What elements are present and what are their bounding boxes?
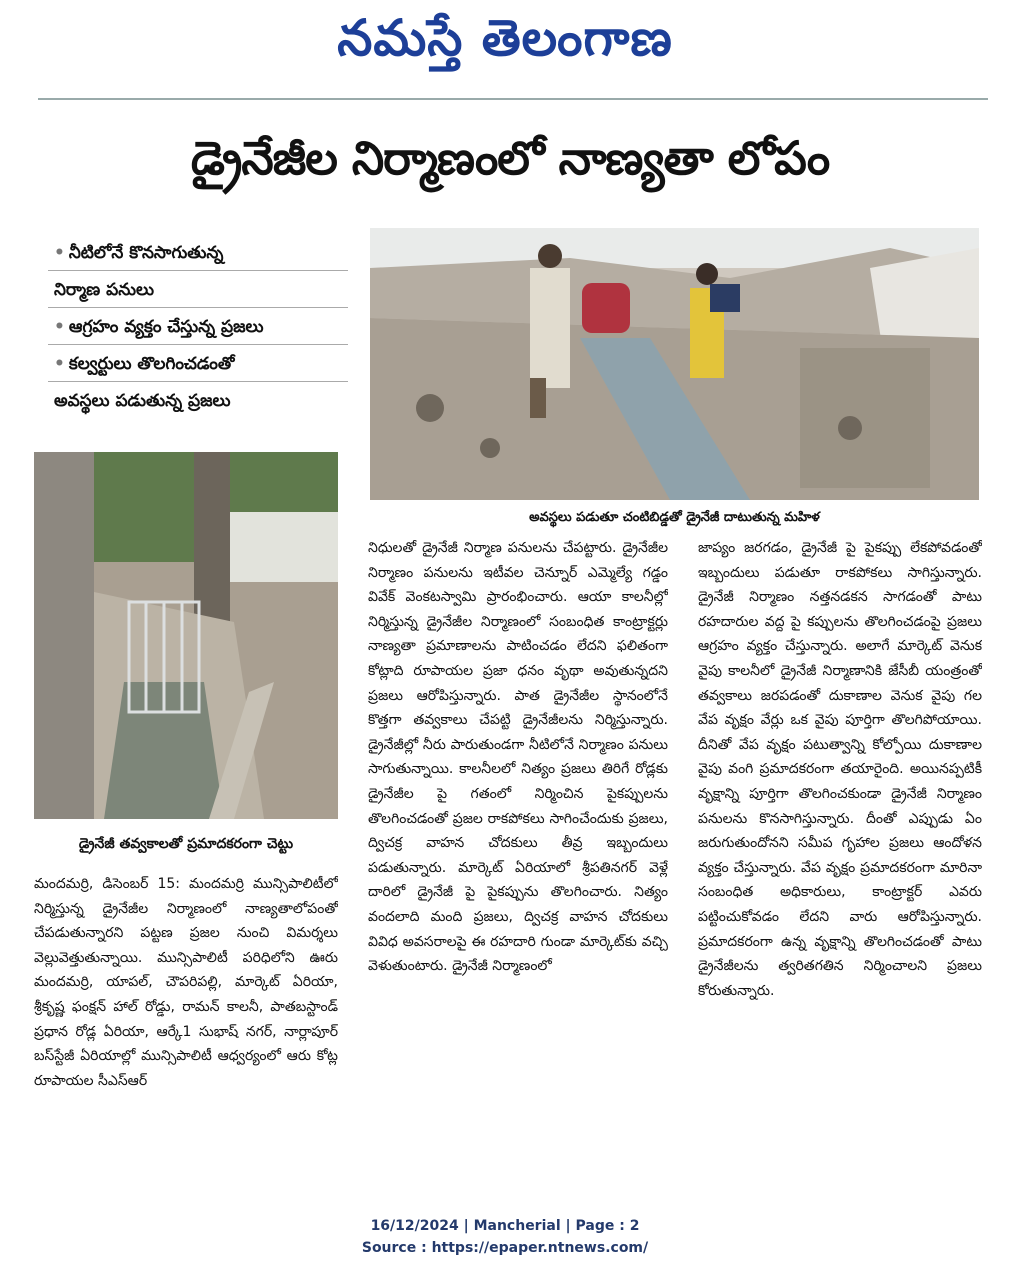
side-photo <box>34 452 338 819</box>
highlight-item <box>48 349 348 382</box>
highlight-text: నీటిలోనే కొనసాగుతున్న <box>68 243 224 263</box>
highlight-text: అవస్థలు పడుతున్న ప్రజలు <box>54 391 231 411</box>
headline: డ్రైనేజీల నిర్మాణంలో నాణ్యతా లోపం <box>190 131 830 185</box>
highlight-item <box>48 312 348 345</box>
article-column-1 <box>34 872 338 1174</box>
highlight-text: కల్వర్టులు తొలగించడంతో <box>68 354 235 374</box>
bullet-dot-icon: • <box>54 243 65 263</box>
article-column-2 <box>368 536 668 1176</box>
masthead-divider <box>38 98 988 100</box>
footer-source-line: Source : https://epaper.ntnews.com/ <box>361 1240 649 1256</box>
side-photo-caption: డ్రైనేజీ తవ్వకాలతో ప్రమాదకరంగా చెట్టు <box>78 836 294 852</box>
bullet-dot-icon: • <box>54 354 65 374</box>
footer-date-line: 16/12/2024 | Mancherial | Page : 2 <box>370 1218 640 1234</box>
highlights-box <box>48 238 348 422</box>
highlight-item <box>48 275 348 308</box>
article-paragraph: నిధులతో డ్రైనేజీ నిర్మాణ పనులను చేపట్టారు. డ్రైనేజీల నిర్మాణం పనులను ఇటీవల చెన్నూర్ ఎమ్మెల్యే గడ్డం వివేక్ వెంకటస్వామి ప్రారంభించారు. ఆయా కాలనీల్లో నిర్మిస్తున్న డ్రైనేజీల నిర్మాణంలో సంబంధిత కాంట్రాక్టర్లు నాణ్యతా ప్రమాణాలను పాటించడం లేదని ఫలితంగా కోట్లాది రూపాయల ప్రజా ధనం వృథా అవుతున్నదని ప్రజలు ఆరోపిస్తున్నారు. పాత డ్రైనేజీల స్థానంలోనే కొత్తగా తవ్వకాలు చేపట్టి డ్రైనేజీలను నిర్మిస్తున్నారు. డ్రైనేజీల్లో నీరు పారుతుండగా నీటిలోనే నిర్మాణం పనులు సాగుతున్నాయి. కాలనీలలో నిత్యం ప్రజలు తిరిగే రోడ్లకు డ్రైనేజీల పై గతంలో నిర్మించిన పైకప్పులను తొలగించడంతో ప్రజల రాకపోకలు సాగించేందుకు ప్రజలు, ద్విచక్ర వాహన చోదకులు తీవ్ర ఇబ్బందులు పడుతున్నారు. మార్కెట్ ఏరియాలో శ్రీపతినగర్ వెళ్లే దారిలో డ్రైనేజీ పై పైకప్పును తొలగించారు. నిత్యం వందలాది మంది ప్రజలు, ద్విచక్ర వాహన చోదకులు వివిధ అవసరాలపై ఈ రహదారి గుండా మార్కెట్‌కు వచ్చి వెళుతుంటారు. డ్రైనేజీ నిర్మాణంలో <box>368 540 668 975</box>
highlight-text: నిర్మాణ పనులు <box>54 280 154 300</box>
main-photo-caption: అవస్థలు పడుతూ చంటిబిడ్డతో డ్రైనేజీ దాటుతున్న మహిళ <box>529 510 820 525</box>
article-column-3 <box>698 536 982 1176</box>
masthead-logo: నమస్తే తెలంగాణ <box>337 8 673 67</box>
highlight-item <box>48 386 348 418</box>
bullet-dot-icon: • <box>54 317 65 337</box>
main-photo <box>370 228 979 500</box>
highlight-text: ఆగ్రహం వ్యక్తం చేస్తున్న ప్రజలు <box>68 317 264 337</box>
highlight-item <box>48 238 348 271</box>
article-paragraph: మందమర్రి, డిసెంబర్ 15: మందమర్రి మున్సిపాలిటీలో నిర్మిస్తున్న డ్రైనేజీల నిర్మాణంలో నాణ్యతాలోపంతో చేపడుతున్నారని పట్టణ ప్రజల నుంచి విమర్శలు వెల్లువెత్తుతున్నాయి. మున్సిపాలిటీ పరిధిలోని ఊరు మందమర్రి, యాపల్, చౌపరిపల్లి, మార్కెట్ ఏరియా, శ్రీకృష్ణ ఫంక్షన్ హాల్ రోడ్డు, రామన్ కాలనీ, పాతబస్టాండ్ ప్రధాన రోడ్ల ఏరియా, ఆర్కే1 సుభాష్ నగర్, నార్లాపూర్ బస్‌స్టేజీ ఏరియాల్లో మున్సిపాలిటీ ఆధ్వర్యంలో ఆరు కోట్ల రూపాయల సీఎస్‌ఆర్ <box>34 876 338 1089</box>
article-paragraph: జాప్యం జరగడం, డ్రైనేజీ పై పైకప్పు లేకపోవడంతో ఇబ్బందులు పడుతూ రాకపోకలు సాగిస్తున్నారు. డ్రైనేజీ నిర్మాణం నత్తనడకన సాగడంతో పాటు రహదారుల వద్ద పై కప్పులను తొలగించడంపై ప్రజలు ఆగ్రహం వ్యక్తం చేస్తున్నారు. అలాగే మార్కెట్ వెనుక వైపు కాలనీలో డ్రైనేజీ నిర్మాణానికి జేసీబీ యంత్రంతో తవ్వకాలు జరపడంతో దుకాణాల వెనుక వైపు గల వేప వృక్షం వేర్లు ఒక వైపు పూర్తిగా తొలగిపోయాయి. దీనితో వేప వృక్షం పటుత్వాన్ని కోల్పోయి దుకాణాల వైపు వంగి ప్రమాదకరంగా తయారైంది. అయినప్పటికీ వృక్షాన్ని పూర్తిగా తొలగించకుండా డ్రైనేజీ నిర్మాణం పనులను కొనసాగిస్తున్నారు. దీంతో ఎప్పుడు ఏం జరుగుతుందోనని సమీప గృహాల ప్రజలు ఆందోళన వ్యక్తం చేస్తున్నారు. వేప వృక్షం ప్రమాదకరంగా మారినా సంబంధిత అధికారులు, కాంట్రాక్టర్ ఎవరు పట్టించుకోవడం లేదని వారు ఆరోపిస్తున్నారు. ప్రమాదకరంగా ఉన్న వృక్షాన్ని తొలగించడంతో పాటు డ్రైనేజీలను త్వరితగతిన నిర్మించాలని ప్రజలు కోరుతున్నారు. <box>698 540 982 999</box>
